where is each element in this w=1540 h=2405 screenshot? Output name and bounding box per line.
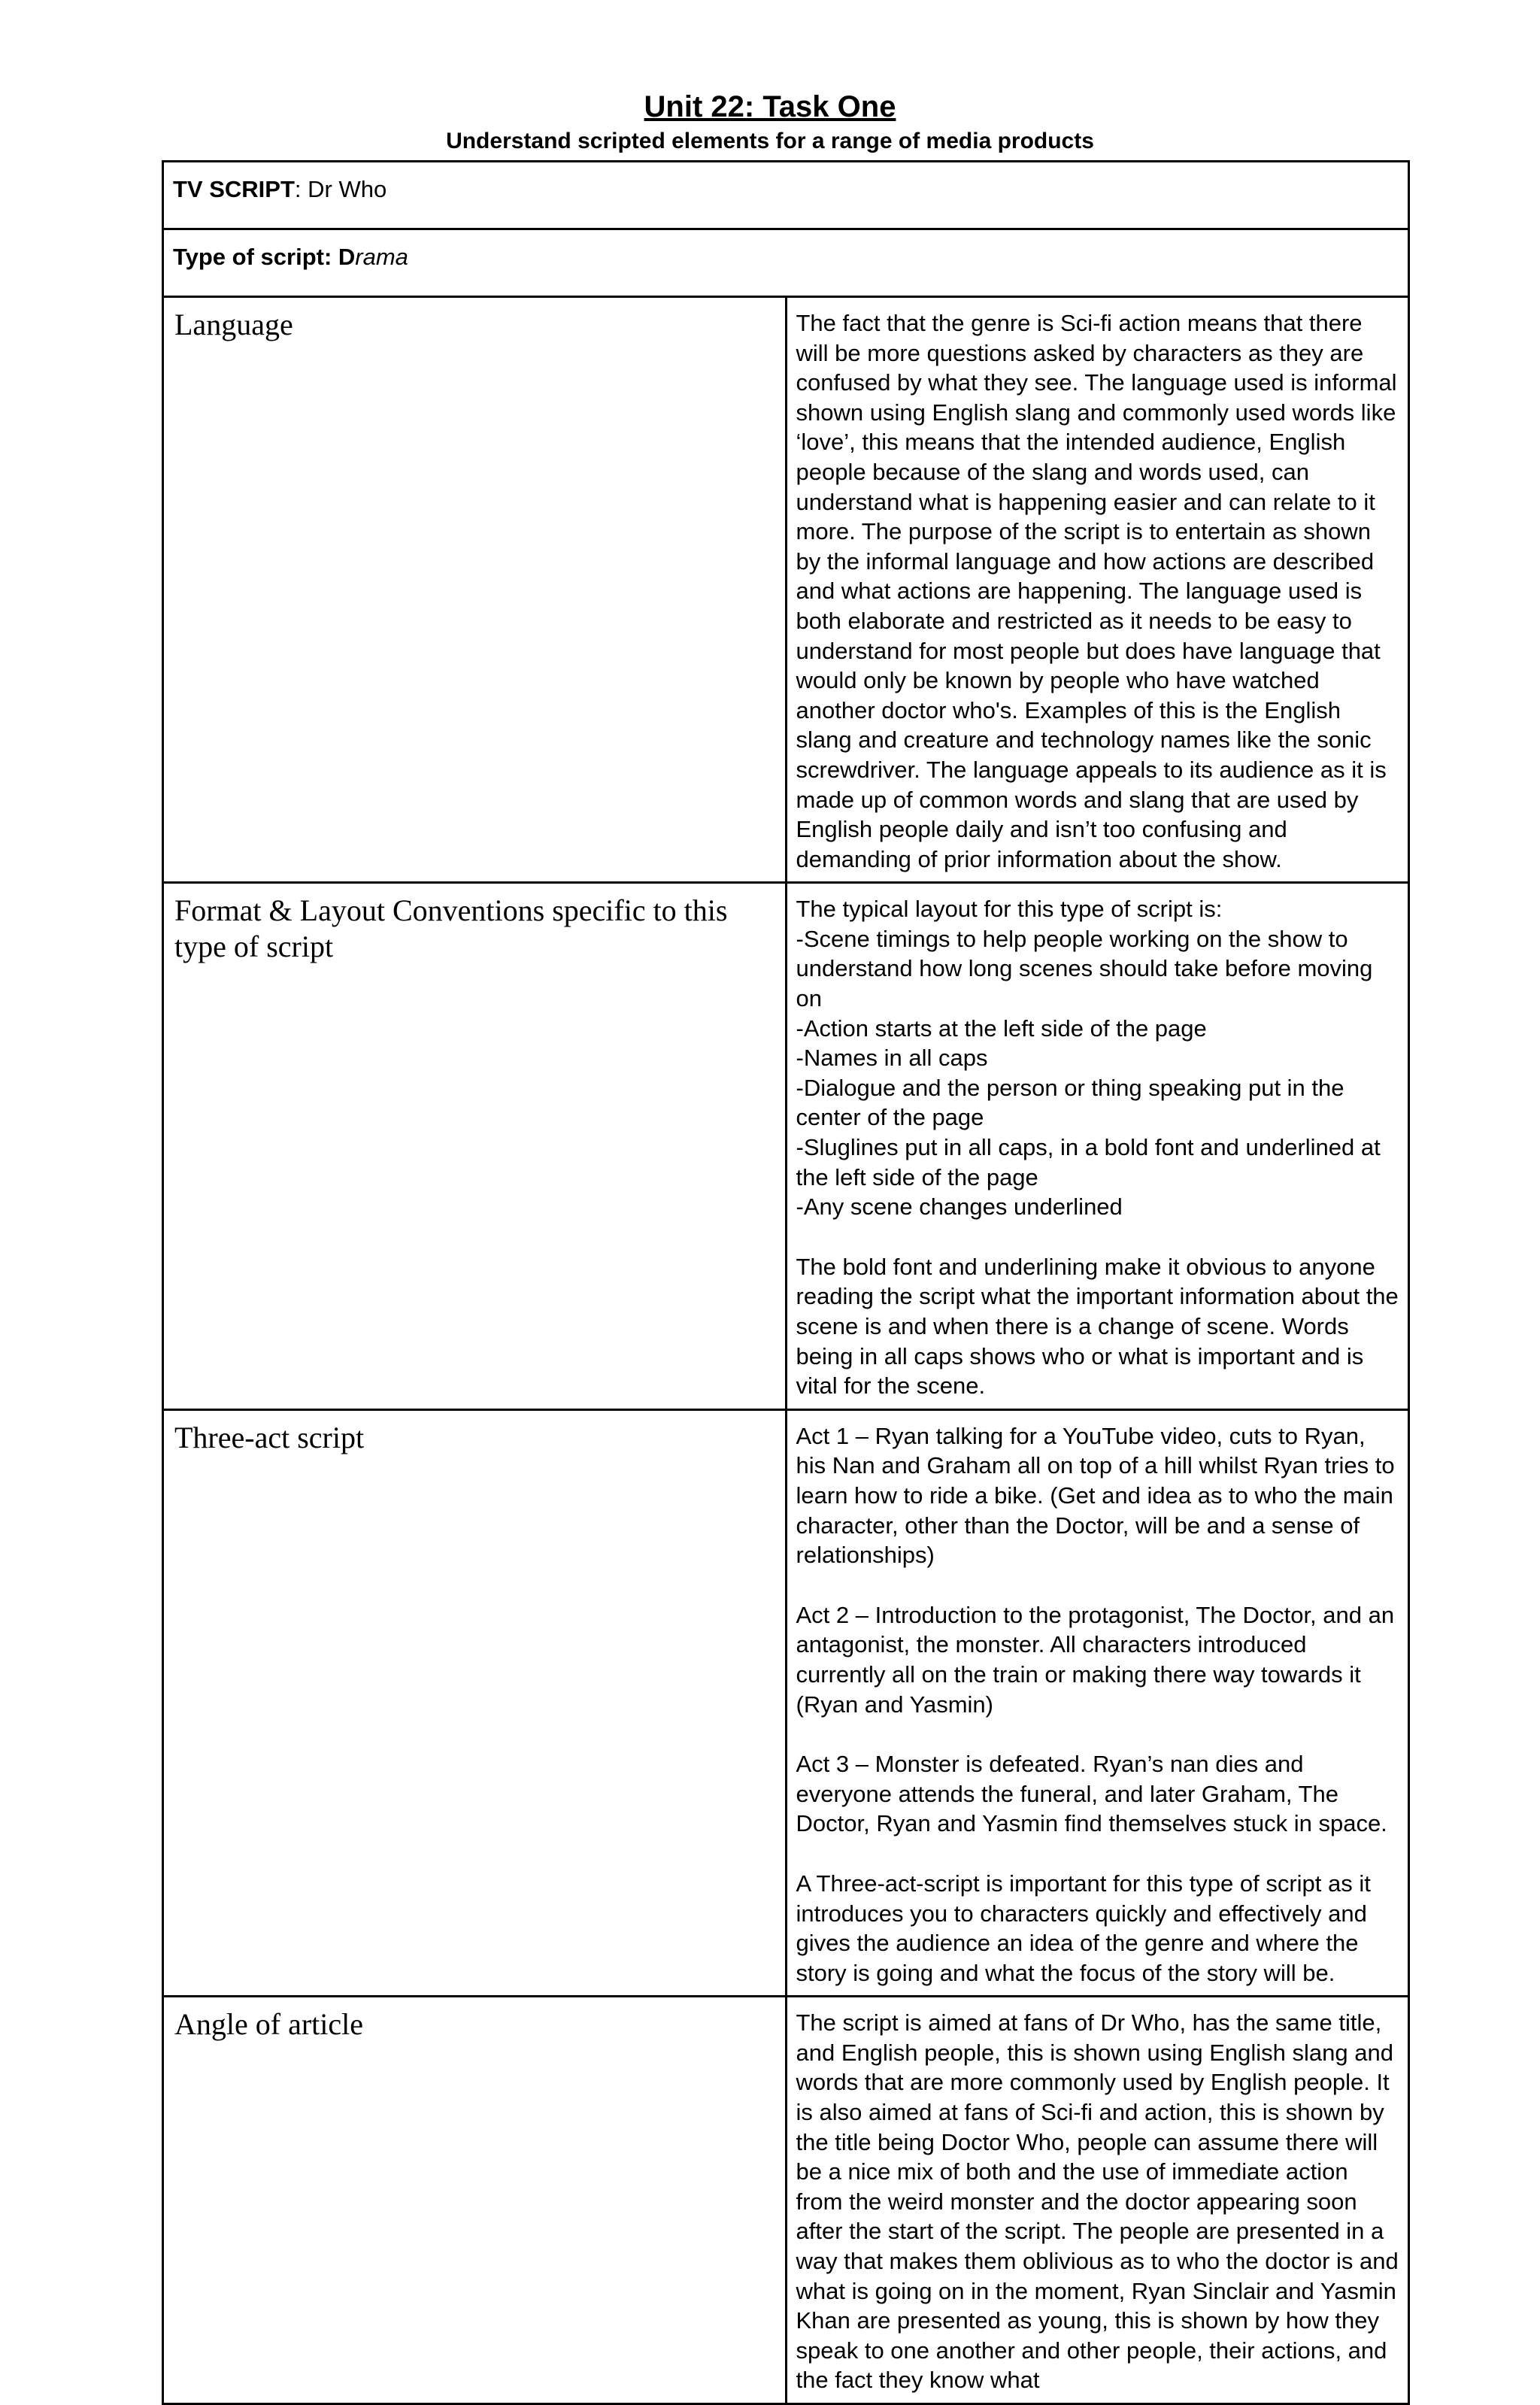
act-2-paragraph: Act 2 – Introduction to the protagonist, The Doctor, and an antagonist, the monster. All characters introduced currently all on the train or making there way towards it (Ryan and Yasmin) bbox=[796, 1601, 1395, 1718]
format-line: -Any scene changes underlined bbox=[796, 1193, 1123, 1221]
angle-heading: Angle of article bbox=[163, 1997, 787, 2404]
angle-body bbox=[786, 1997, 1409, 2404]
type-of-script-cell bbox=[163, 229, 1409, 297]
format-body bbox=[786, 883, 1409, 1410]
type-of-script-value: rama bbox=[355, 244, 408, 270]
format-line: -Dialogue and the person or thing speaking put in the center of the page bbox=[796, 1074, 1344, 1131]
angle-paragraph: The script is aimed at fans of Dr Who, has the same title, and English people, this is shown using English slang and words that are more commonly used by English people. It is also aimed at fans of Sci-fi and action, this is shown by the title being Doctor Who, people can assume there will be a nice mix of both and the use of immediate action from the weird monster and the doctor appearing soon after the start of the script. The people are presented in a way that makes them oblivious as to who the doctor is and what is going on in the moment, Ryan Sinclair and Yasmin Khan are presented as young, this is shown by how they speak to one another and other people, their actions, and the fact they know what bbox=[796, 2009, 1399, 2394]
language-row bbox=[163, 297, 1409, 883]
type-of-script-label: Type of script: D bbox=[173, 244, 356, 270]
angle-row bbox=[163, 1997, 1409, 2404]
language-heading: Language bbox=[163, 297, 787, 883]
three-act-heading: Three-act script bbox=[163, 1409, 787, 1997]
format-closing-paragraph: The bold font and underlining make it obvious to anyone reading the script what the important information about the scene is and when there is a change of scene. Words being in all caps shows who or what is important and is vital for the scene. bbox=[796, 1253, 1399, 1400]
format-line: -Names in all caps bbox=[796, 1045, 988, 1072]
three-act-summary-paragraph: A Three-act-script is important for this type of script as it introduces you to characters quickly and effectively and gives the audience an idea of the genre and where the story is going and what the focus of the story will be. bbox=[796, 1870, 1371, 1986]
tv-script-value: : Dr Who bbox=[294, 176, 387, 202]
page-title: Unit 22: Task One bbox=[644, 90, 896, 123]
format-line: The typical layout for this type of script is: bbox=[796, 896, 1223, 923]
act-1-paragraph: Act 1 – Ryan talking for a YouTube video, cuts to Ryan, his Nan and Graham all on top of a hill whilst Ryan tries to learn how to ride a bike. (Get and idea as to who the main character, other than the Doctor, will be and a sense of relationships) bbox=[796, 1422, 1395, 1569]
act-3-paragraph: Act 3 – Monster is defeated. Ryan’s nan dies and everyone attends the funeral, and later Graham, The Doctor, Ryan and Yasmin find themselves stuck in space. bbox=[796, 1751, 1387, 1837]
three-act-body bbox=[786, 1409, 1409, 1997]
type-of-script-row bbox=[163, 229, 1409, 297]
language-paragraph: The fact that the genre is Sci-fi action means that there will be more questions asked by characters as they are confused by what they see. The language used is informal shown using English slang and commonly used words like ‘love’, this means that the intended audience, English people because of the slang and words used, can understand what is happening easier and can relate to it more. The purpose of the script is to entertain as shown by the informal language and how actions are described and what actions are happening. The language used is both elaborate and restricted as it needs to be easy to understand for most people but does have language that would only be known by people who have watched another doctor who's. Examples of this is the English slang and creature and technology names like the sonic screwdriver. The language appeals to its audience as it is made up of common words and slang that are used by English people daily and isn’t too confusing and demanding of prior information about the show. bbox=[796, 310, 1397, 872]
tv-script-label: TV SCRIPT bbox=[173, 176, 295, 202]
page-subtitle: Understand scripted elements for a range of media products bbox=[446, 129, 1094, 153]
format-heading: Format & Layout Conventions specific to this type of script bbox=[163, 883, 787, 1410]
tv-script-cell bbox=[163, 162, 1409, 229]
format-line: -Action starts at the left side of the page bbox=[796, 1014, 1207, 1042]
format-row bbox=[163, 883, 1409, 1410]
format-line: -Sluglines put in all caps, in a bold font and underlined at the left side of the page bbox=[796, 1134, 1381, 1190]
tv-script-row bbox=[163, 162, 1409, 229]
script-analysis-table bbox=[162, 160, 1410, 2405]
language-body bbox=[786, 297, 1409, 883]
three-act-row bbox=[163, 1409, 1409, 1997]
format-line: -Scene timings to help people working on the show to understand how long scenes should take before moving on bbox=[796, 925, 1373, 1012]
